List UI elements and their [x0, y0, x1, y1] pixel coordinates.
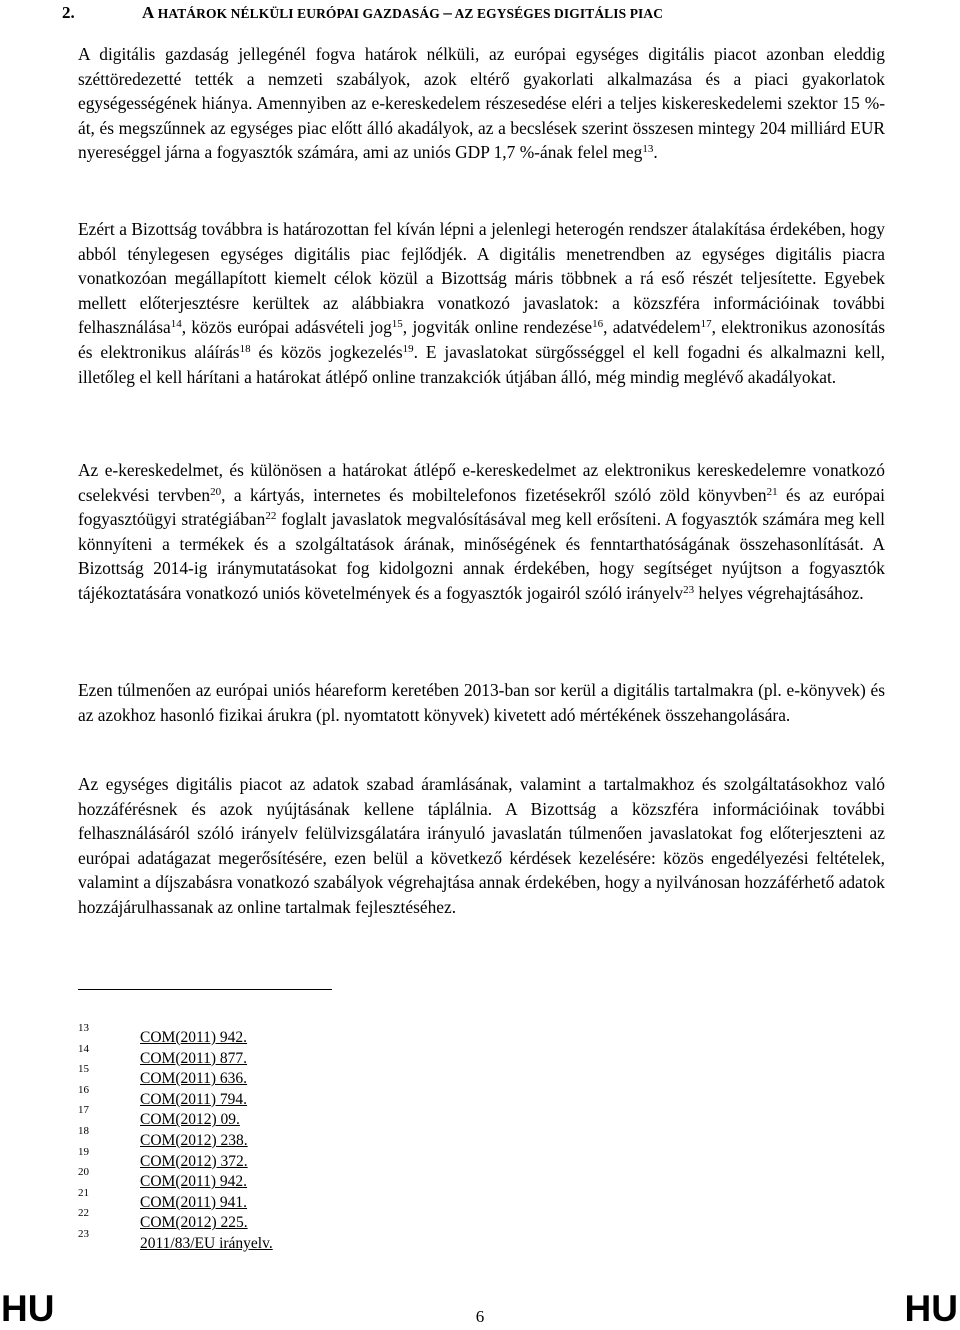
- paragraph-text: Az egységes digitális piacot az adatok szabad áramlásának, valamint a tartalmakhoz és szolgáltatásokhoz való hozzáférésnek és azok nyújtásának kellene táplálnia. A Bizottság a közszféra információinak további felhasználásáról szóló irányelv felülvizsgálatára irányuló javaslatán túlmenően javaslatokat fog előterjeszteni az európai adatágazat megerősítésére, ezen belül a következő kérdések kezelésére: közös engedélyezési feltételek, valamint a díjszabásra vonatkozó szabályok végrehajtása annak érdekében, hogy a nyilvánosan hozzáférhető adatok hozzájárulhassanak az online tartalmak fejlesztéséhez.: [78, 774, 885, 917]
- paragraph-text: A digitális gazdaság jellegénél fogva határok nélküli, az európai egységes digitális piacot azonban eleddig széttöredezetté tették a nemzeti szabályok, azok eltérő gyakorlati alkalmazása és a piaci gyakorlatok egységességének hiánya. Amennyiben az e-kereskedelem részesedése eléri a teljes kiskereskedelemi szektor 15 %-át, és megszűnnek az egységes piac előtt álló akadályok, az a becslések szerint összesen mintegy 204 milliárd EUR nyereséggel járna a fogyasztók számára, ami az uniós GDP 1,7 %-ának felel meg: [78, 44, 885, 163]
- footnote-text: COM(2011) 942.: [140, 1029, 248, 1046]
- footnote: [78, 1145, 478, 1173]
- footnote: [78, 1186, 478, 1214]
- footnote-reference: 13: [642, 143, 654, 156]
- footnote-number: 18: [78, 1124, 89, 1137]
- footnote: [78, 1104, 478, 1131]
- paragraph-text: helyes végrehajtásához.: [694, 582, 864, 603]
- footnote-text: COM(2011) 877.: [140, 1049, 248, 1067]
- paragraph-text: és az európai fogyasztóügyi stratégiában: [78, 484, 885, 530]
- footnote-number: 14: [78, 1042, 89, 1055]
- section-heading: [62, 3, 922, 24]
- footnote-text: COM(2011) 942.: [140, 1173, 248, 1191]
- paragraph-text: , közös európai adásvételi jog: [181, 317, 392, 338]
- footnote-reference: 23: [683, 583, 695, 596]
- paragraph-text: Ezen túlmenően az európai uniós héareform keretében 2013-ban sor kerül a digitális tartalmakra (pl. e-könyvek) és az azokhoz hasonló fizikai árukra (pl. nyomtatott könyvek) kivetett adó mértékének összehangolására.: [78, 680, 885, 725]
- title-part: AZ EGYSÉGES DIGITÁLIS PIAC: [451, 6, 664, 21]
- footnote-reference: 17: [700, 318, 712, 331]
- paragraph-text: .: [653, 142, 658, 163]
- title-part: A: [142, 3, 155, 22]
- footnote-number: 13: [78, 1022, 89, 1034]
- footnote-text: COM(2011) 794.: [140, 1090, 248, 1108]
- paragraph-text: , a kártyás, internetes és mobiltelefonos fizetésekről szóló zöld könyvben: [221, 484, 767, 505]
- title-part: –: [443, 3, 452, 22]
- footnote: [78, 1083, 478, 1111]
- footnote-separator: [78, 989, 332, 990]
- footnote-number: 20: [78, 1166, 89, 1179]
- footnote: [78, 1227, 478, 1255]
- paragraph-5: [78, 772, 885, 920]
- footnote-reference: 18: [239, 342, 251, 355]
- footnote: [78, 1022, 478, 1049]
- footnote-reference: 19: [402, 342, 414, 355]
- paragraph-1: [78, 42, 885, 165]
- paragraph-text: . E javaslatokat sürgősséggel el kell fogadni és alkalmazni kell, illetőleg el kell hárítani a határokat átlépő online tranzakciók útjában álló, még mindig meglévő akadályokat.: [78, 341, 885, 387]
- footnote-reference: 20: [210, 485, 222, 498]
- footnote-text: COM(2012) 372.: [140, 1152, 248, 1170]
- footnote-text: 2011/83/EU irányelv.: [140, 1234, 273, 1252]
- footnote-number: 21: [78, 1186, 89, 1199]
- footer-language-left: HU: [1, 1288, 55, 1329]
- footnote-number: 17: [78, 1104, 89, 1117]
- paragraph-text: , adatvédelem: [603, 317, 701, 338]
- footnote-number: 15: [78, 1063, 89, 1076]
- footnote-text: COM(2012) 225.: [140, 1214, 248, 1232]
- paragraph-text: Ezért a Bizottság továbbra is határozottan fel kíván lépni a jelenlegi heterogén rendszer átalakítása érdekében, hogy abból ténylegesen egységes digitális piac fejlődjék. A digitális menetrendben az egységes digitális piacra vonatkozóan megállapított kiemelt célok közül a Bizottság máris többnek a rá eső részét teljesítette. Egyebek mellett előterjesztésre kerültek az alábbiakra vonatkozó javaslatok: a közszféra információinak további felhasználása: [78, 219, 885, 338]
- footnote-text: COM(2011) 941.: [140, 1193, 248, 1211]
- paragraph-text: foglalt javaslatok megvalósításával meg kell erősíteni. A fogyasztók számára meg kell könnyíteni a termékek és a szolgáltatások árának, minőségének és fenntarthatóságának összehasonlítását. A Bizottság 2014-ig iránymutatásokat fog kidolgozni annak érdekében, hogy segítséget nyújtson a fogyasztók tájékoztatására vonatkozó uniós követelmények és a fogyasztók jogairól szóló irányelv: [78, 509, 885, 603]
- footnote: [78, 1063, 478, 1090]
- paragraph-text: Az e-kereskedelmet, és különösen a határokat átlépő e-kereskedelmet az elektronikus kereskedelemre vonatkozó cselekvési tervben: [78, 460, 885, 505]
- footnote-list: [78, 1022, 478, 1255]
- footnote-text: COM(2011) 636.: [140, 1070, 248, 1088]
- footer-language-right: HU: [904, 1288, 958, 1329]
- footnote-reference: 21: [766, 485, 778, 498]
- paragraph-text: és közös jogkezelés: [250, 341, 403, 362]
- footnote-number: 19: [78, 1145, 89, 1158]
- paragraph-4: [78, 678, 885, 727]
- paragraph-text: , jogviták online rendezése: [402, 317, 593, 338]
- footnote: [78, 1042, 478, 1070]
- footnote: [78, 1124, 478, 1152]
- footnote-number: 16: [78, 1083, 89, 1096]
- footnote-text: COM(2012) 238.: [140, 1131, 248, 1149]
- footnote: [78, 1207, 478, 1234]
- title-part: HATÁROK NÉLKÜLI EURÓPAI GAZDASÁG: [154, 6, 444, 21]
- footnote-reference: 15: [391, 318, 403, 331]
- paragraph-3: [78, 458, 885, 606]
- footnote-text: COM(2012) 09.: [140, 1111, 240, 1129]
- footnote-number: 22: [78, 1207, 89, 1220]
- footnote: [78, 1166, 478, 1193]
- paragraph-text: , elektronikus azonosítás és elektronikus aláírás: [78, 317, 885, 362]
- footnote-reference: 22: [265, 510, 277, 523]
- page-number: 6: [475, 1307, 485, 1326]
- paragraph-2: [78, 217, 885, 389]
- section-title: [142, 3, 663, 22]
- footnote-number: 23: [78, 1227, 89, 1240]
- footnote-reference: 14: [170, 318, 182, 331]
- section-number: 2.: [62, 3, 75, 22]
- footnote-reference: 16: [592, 318, 604, 331]
